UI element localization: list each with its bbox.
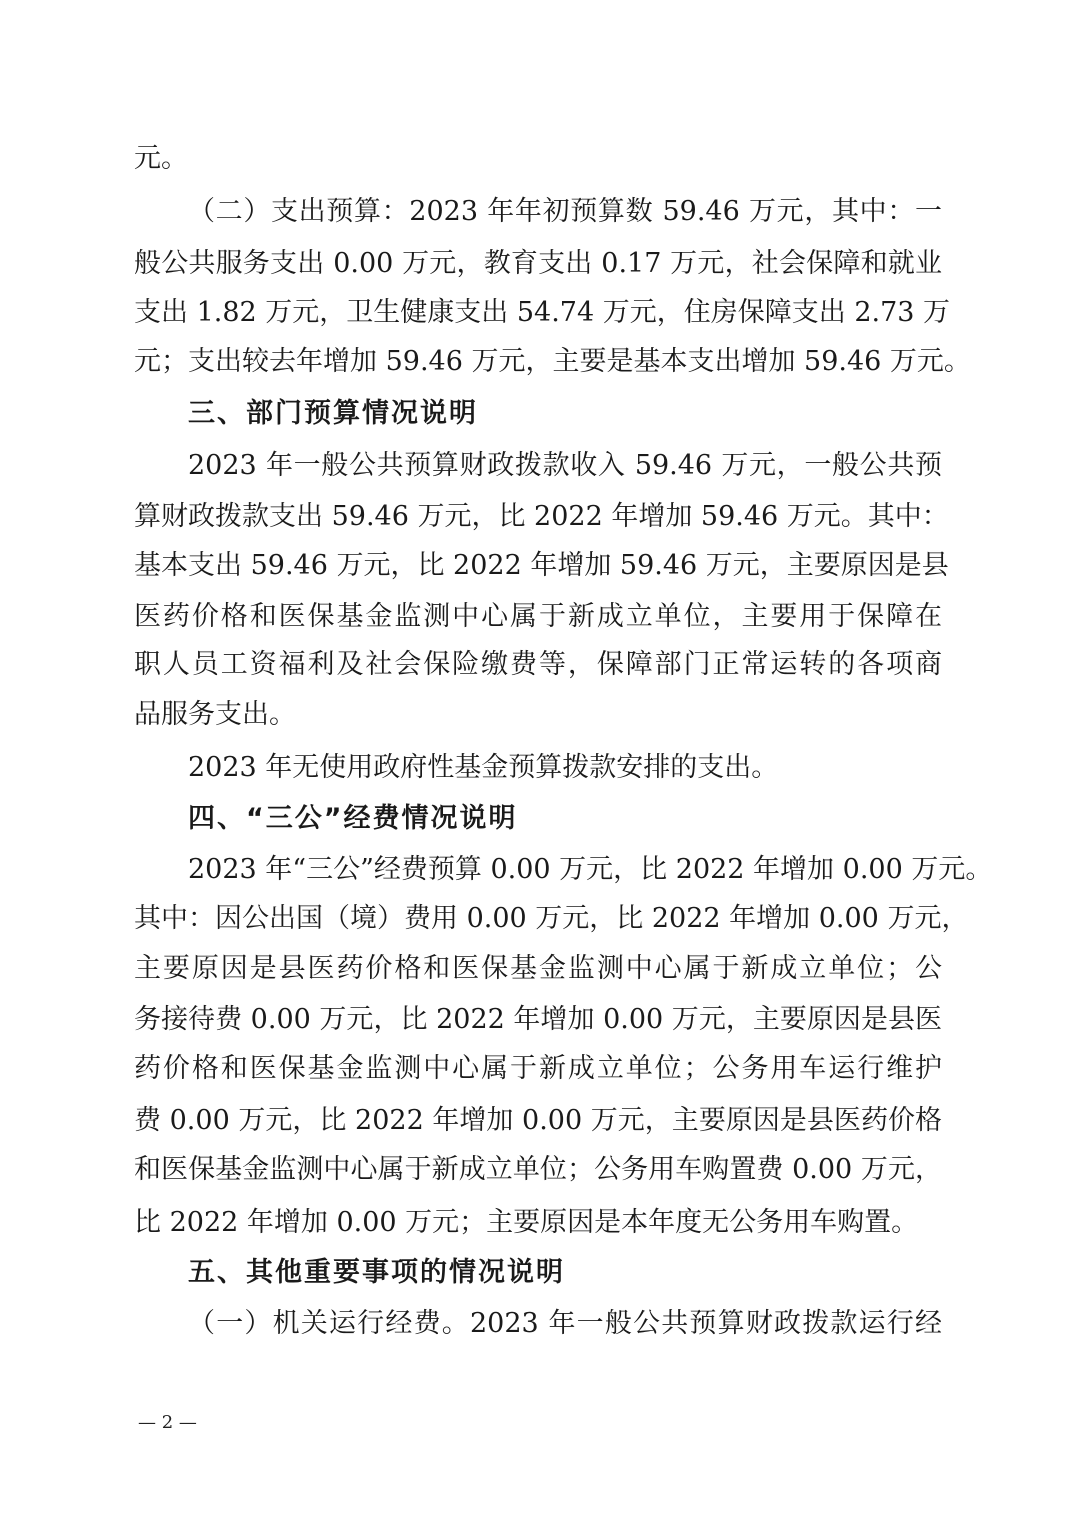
section-heading: 三、部门预算情况说明	[188, 398, 478, 429]
paragraph-line: 务接待费 0.00 万元，比 2022 年增加 0.00 万元，主要原因是县医	[134, 1004, 942, 1035]
paragraph-line: 主要原因是县医药价格和医保基金监测中心属于新成立单位；公	[134, 953, 942, 984]
paragraph-line: 职人员工资福利及社会保险缴费等，保障部门正常运转的各项商	[134, 649, 942, 680]
paragraph-line: 元。	[134, 143, 188, 174]
paragraph-line: 药价格和医保基金监测中心属于新成立单位；公务用车运行维护	[134, 1053, 942, 1084]
paragraph-line: （一）机关运行经费。2023 年一般公共预算财政拨款运行经	[188, 1308, 942, 1339]
paragraph-line: 品服务支出。	[134, 699, 296, 730]
paragraph-line: 元；支出较去年增加 59.46 万元，主要是基本支出增加 59.46 万元。	[134, 346, 971, 377]
paragraph-line: 2023 年“三公”经费预算 0.00 万元，比 2022 年增加 0.00 万元。	[188, 854, 993, 885]
paragraph-line: 般公共服务支出 0.00 万元，教育支出 0.17 万元，社会保障和就业	[134, 248, 942, 279]
paragraph-line: 支出 1.82 万元，卫生健康支出 54.74 万元，住房保障支出 2.73 万	[134, 297, 951, 328]
paragraph-line: 和医保基金监测中心属于新成立单位；公务用车购置费 0.00 万元，	[134, 1154, 942, 1185]
paragraph-line: 基本支出 59.46 万元，比 2022 年增加 59.46 万元，主要原因是县	[134, 550, 949, 581]
section-heading: 五、其他重要事项的情况说明	[188, 1257, 565, 1288]
paragraph-line: 其中：因公出国（境）费用 0.00 万元，比 2022 年增加 0.00 万元，	[134, 903, 969, 934]
page-number: — 2 —	[138, 1412, 197, 1433]
paragraph-line: 比 2022 年增加 0.00 万元；主要原因是本年度无公务用车购置。	[134, 1207, 919, 1238]
paragraph-line: 算财政拨款支出 59.46 万元，比 2022 年增加 59.46 万元。其中：	[134, 501, 949, 532]
paragraph-line: 费 0.00 万元，比 2022 年增加 0.00 万元，主要原因是县医药价格	[134, 1105, 942, 1136]
section-heading: 四、“三公”经费情况说明	[188, 803, 518, 834]
paragraph-line: 2023 年一般公共预算财政拨款收入 59.46 万元，一般公共预	[188, 450, 942, 481]
paragraph-line: 医药价格和医保基金监测中心属于新成立单位，主要用于保障在	[134, 601, 942, 632]
paragraph-line: 2023 年无使用政府性基金预算拨款安排的支出。	[188, 752, 779, 783]
paragraph-line: （二）支出预算：2023 年年初预算数 59.46 万元，其中：一	[188, 196, 942, 227]
